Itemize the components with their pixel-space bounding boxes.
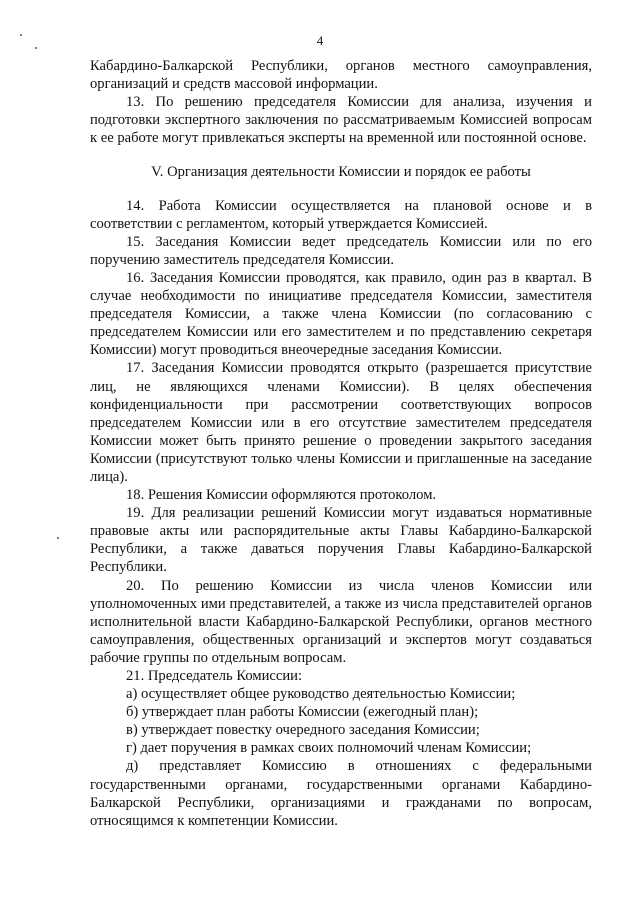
scan-speck — [35, 47, 37, 49]
list-item-b: б) утверждает план работы Комиссии (ежегодный план); — [126, 704, 479, 721]
paragraph-19: 19. Для реализации решений Комиссии могут издаваться нормативные правовые акты или распорядительные акты Главы Кабардино-Балкарской Республики, а также даваться поручения Главы Кабардино-Балкарской Республики. — [90, 505, 592, 576]
page-number: 4 — [316, 33, 324, 48]
scan-speck — [57, 537, 59, 539]
paragraph-14: 14. Работа Комиссии осуществляется на плановой основе и в соответствии с регламентом, который утверждается Комиссией. — [90, 197, 592, 232]
paragraph-13: 13. По решению председателя Комиссии для анализа, изучения и подготовки экспертного заключения по рассматриваемым Комиссией вопросам к ее работе могут привлекаться эксперты на временной или постоянной основе. — [90, 94, 592, 147]
document-body — [90, 57, 592, 830]
list-item-c: в) утверждает повестку очередного заседания Комиссии; — [126, 722, 480, 739]
paragraph-21: 21. Председатель Комиссии: — [126, 668, 303, 684]
paragraph-17: 17. Заседания Комиссии проводятся открыто (разрешается присутствие лиц, не являющихся членами Комиссии). В целях обеспечения конфиденциальности при рассмотрении соответствующих вопросов председателем Комиссии или в его отсутствие заместителем председателя Комиссии может быть принято решение о проведении закрытого заседания Комиссии (присутствуют только члены Комиссии и приглашенные на заседание лица). — [90, 360, 592, 485]
scan-speck — [20, 34, 22, 36]
paragraph-18: 18. Решения Комиссии оформляются протоколом. — [126, 487, 437, 504]
section-heading: V. Организация деятельности Комиссии и порядок ее работы — [151, 164, 531, 181]
paragraph-16: 16. Заседания Комиссии проводятся, как правило, один раз в квартал. В случае необходимости по инициативе председателя Комиссии, заместителя председателя Комиссии, а также члена Комиссии (по согласованию с председателем Комиссии или его заместителем и по представлению секретаря Комиссии) могут проводиться внеочередные заседания Комиссии. — [90, 269, 592, 359]
list-item-d: г) дает поручения в рамках своих полномочий членам Комиссии; — [126, 740, 532, 757]
list-item-a: а) осуществляет общее руководство деятельностью Комиссии; — [126, 686, 516, 703]
paragraph-continuation: Кабардино-Балкарской Республики, органов местного самоуправления, организаций и средств массовой информации. — [90, 58, 592, 93]
paragraph-20: 20. По решению Комиссии из числа членов Комиссии или уполномоченных ими представителей, а также из числа представителей органов исполнительной власти Кабардино-Балкарской Республики, органов местного самоуправления, общественных организаций и экспертов могут создаваться рабочие группы по отдельным вопросам. — [90, 577, 592, 666]
list-item-e: д) представляет Комиссию в отношениях с федеральными государственными органами, государственными органами Кабардино-Балкарской Республики, организациями и гражданами по вопросам, относящимся к компетенции Комиссии. — [90, 758, 592, 829]
paragraph-15: 15. Заседания Комиссии ведет председатель Комиссии или по его поручению заместитель председателя Комиссии. — [90, 233, 592, 268]
